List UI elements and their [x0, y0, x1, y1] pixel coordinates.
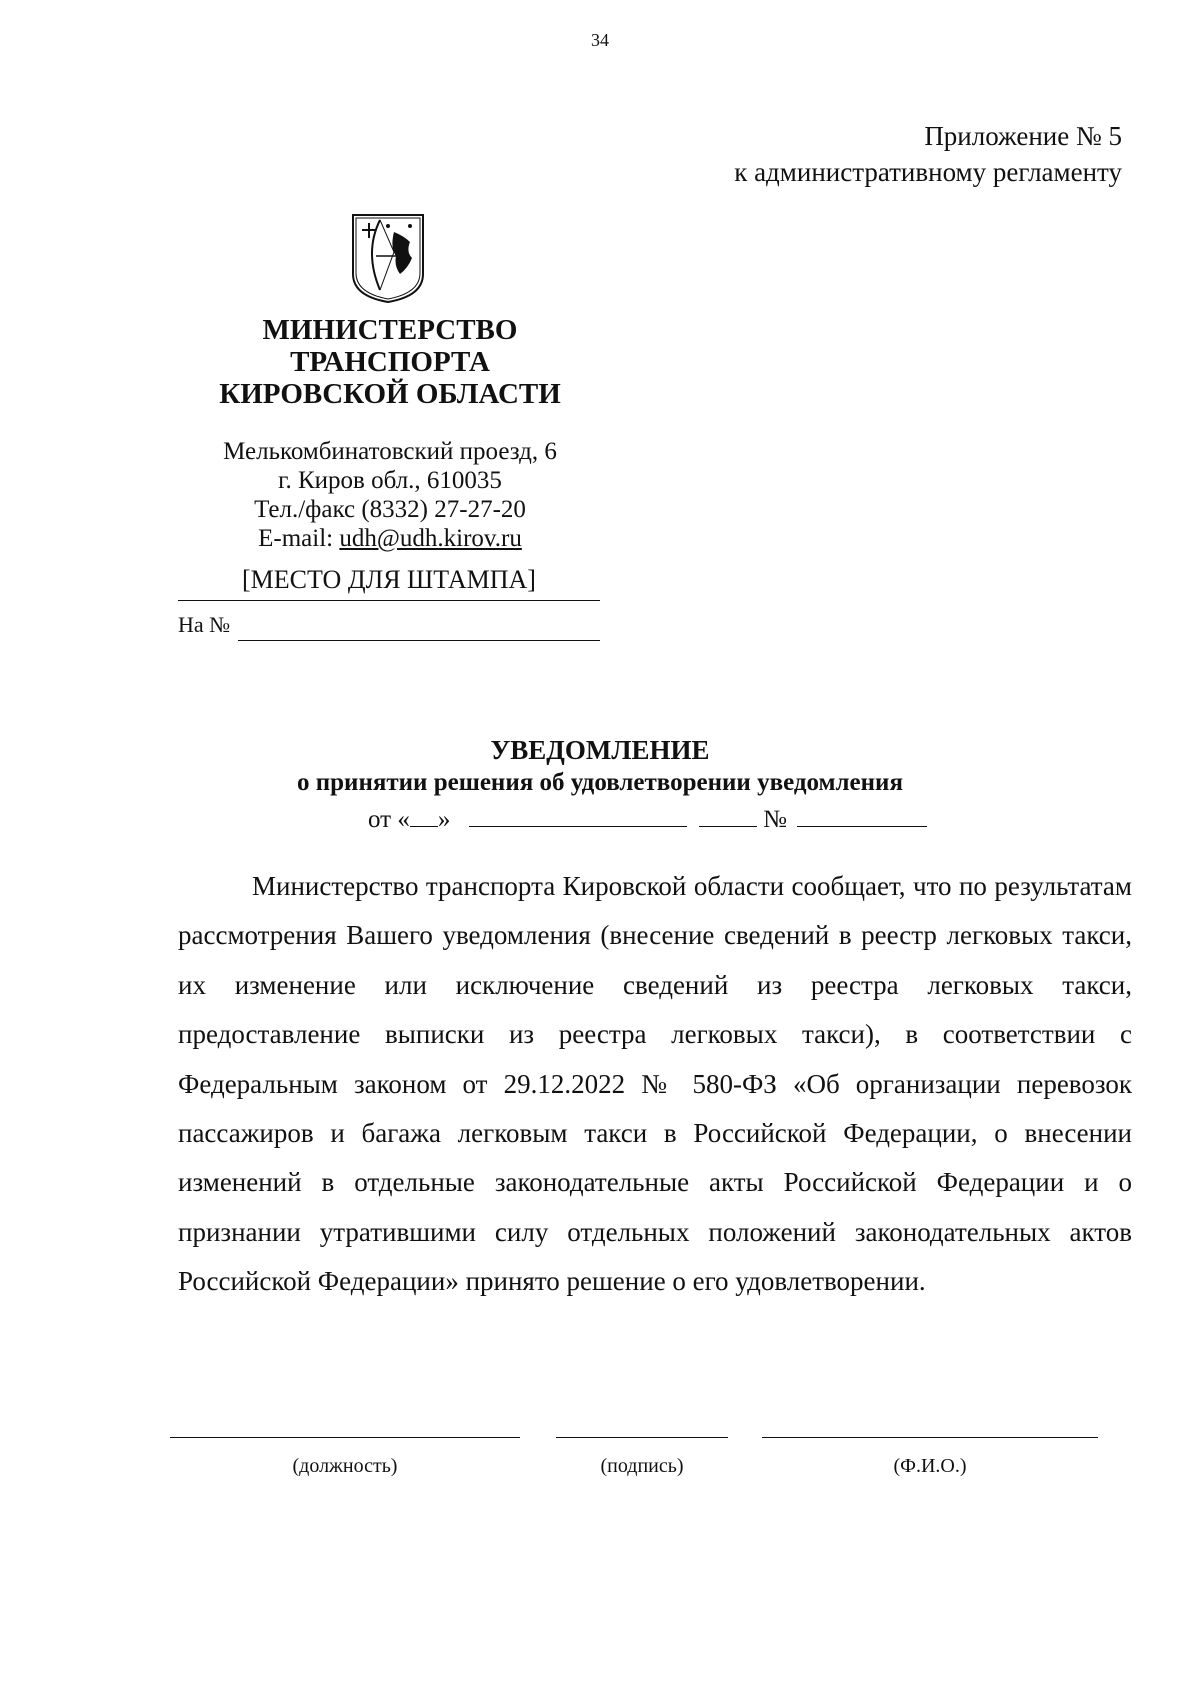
- document-date-row: [368, 802, 927, 835]
- date-month-blank: [469, 802, 687, 827]
- ministry-name-line-1: МИНИСТЕРСТВО: [262, 314, 518, 346]
- body-paragraph: Министерство транспорта Кировской области сообщает, что по результатам рассмотрения Вашего уведомления (внесение сведений в реестр легковых такси, их изменение или исключение сведений из реестра легковых такси, предоставление выписки из реестра легковых такси), в соответствии с Федеральным законом от 29.12.2022 № 580-ФЗ «Об организации перевозок пассажиров и багажа легковым такси в Российской Федерации, о внесении изменений в отдельные законодательные акты Российской Федерации и о признании утратившими силу отдельных положений законодательных актов Российской Федерации» принято решение о его удовлетворении.: [178, 871, 1132, 1297]
- date-day-blank: [410, 802, 438, 827]
- date-close-quote: »: [437, 806, 451, 833]
- document-subtitle: о принятии решения об удовлетворении уведомления: [296, 769, 903, 796]
- address-street: Мелькомбинатовский проезд, 6: [223, 438, 557, 465]
- reference-number-label: На №: [178, 612, 231, 637]
- appendix-line-1: Приложение № 5: [924, 121, 1122, 151]
- signature-label: (подпись): [600, 1455, 684, 1477]
- stamp-placeholder: [МЕСТО ДЛЯ ШТАМПА]: [178, 562, 600, 601]
- address-phone: Тел./факс (8332) 27-27-20: [254, 496, 526, 523]
- kirov-oblast-coat-of-arms-icon: [350, 212, 426, 304]
- ministry-address: [160, 437, 620, 553]
- ministry-name-line-3: КИРОВСКОЙ ОБЛАСТИ: [219, 378, 561, 410]
- name-label: (Ф.И.О.): [893, 1455, 967, 1477]
- ministry-name: [160, 314, 620, 410]
- signature-line: [556, 1437, 728, 1438]
- appendix-line-2: к административному регламенту: [734, 157, 1122, 187]
- address-city: г. Киров обл., 610035: [278, 467, 502, 494]
- document-number-label: №: [763, 806, 787, 833]
- position-label: (должность): [292, 1455, 398, 1477]
- page-number: 34: [591, 30, 609, 50]
- appendix-heading: [734, 118, 1122, 190]
- position-line: [170, 1437, 520, 1438]
- email-link[interactable]: udh@udh.kirov.ru: [339, 525, 522, 552]
- name-line: [762, 1437, 1098, 1438]
- document-number-blank: [797, 802, 927, 827]
- ministry-name-line-2: ТРАНСПОРТА: [290, 346, 490, 378]
- reference-number-line: [238, 640, 600, 641]
- document-title: УВЕДОМЛЕНИЕ: [490, 735, 710, 765]
- address-email-row: [160, 524, 620, 553]
- date-year-blank: [699, 802, 757, 827]
- date-prefix: от «: [368, 806, 410, 833]
- email-label: E-mail:: [258, 525, 340, 552]
